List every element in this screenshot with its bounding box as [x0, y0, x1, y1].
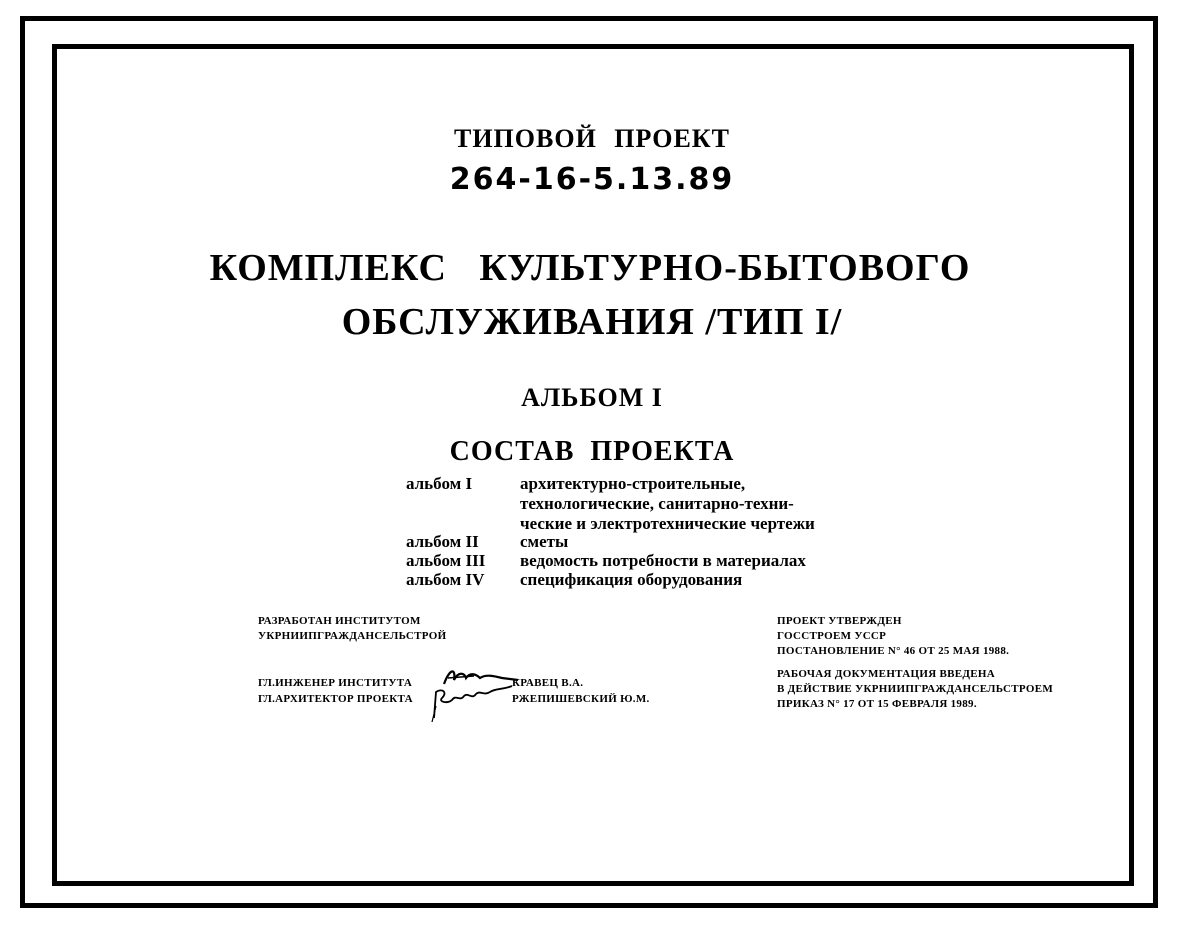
album-label: АЛЬБОМ I [521, 383, 663, 412]
album-1-line-3: ческие и электротехнические чертежи [520, 514, 815, 533]
project-number: 264-16-5.13.89 [449, 162, 735, 197]
album-2-line-1: сметы [520, 532, 569, 551]
documentation-line-1: РАБОЧАЯ ДОКУМЕНТАЦИЯ ВВЕДЕНА [777, 668, 996, 680]
documentation-line-3: ПРИКАЗ N° 17 ОТ 15 ФЕВРАЛЯ 1989. [777, 698, 977, 710]
type-label: ТИПОВОЙ ПРОЕКТ [453, 124, 730, 153]
approval-line-1: ПРОЕКТ УТВЕРЖДЕН [777, 615, 902, 627]
title-line-1: КОМПЛЕКС КУЛЬТУРНО-БЫТОВОГО [209, 247, 971, 289]
approval-line-2: ГОССТРОЕМ УССР [777, 630, 887, 642]
album-3-label: альбом III [406, 551, 486, 570]
album-3-line-1: ведомость потребности в материалах [520, 551, 806, 570]
album-2-label: альбом II [406, 532, 479, 551]
architect-name: РЖЕПИШЕВСКИЙ Ю.М. [512, 693, 650, 705]
engineer-role: ГЛ.ИНЖЕНЕР ИНСТИТУТА [258, 677, 413, 689]
developer-line-1: РАЗРАБОТАН ИНСТИТУТОМ [258, 615, 421, 627]
title-line-2: ОБСЛУЖИВАНИЯ /ТИП I/ [341, 301, 843, 343]
composition-title: СОСТАВ ПРОЕКТА [449, 436, 735, 467]
architect-role: ГЛ.АРХИТЕКТОР ПРОЕКТА [258, 693, 413, 705]
album-1-label: альбом I [406, 474, 473, 493]
approval-line-3: ПОСТАНОВЛЕНИЕ N° 46 ОТ 25 МАЯ 1988. [777, 645, 1010, 657]
album-1-line-2: технологические, санитарно-техни- [520, 494, 794, 513]
album-4-label: альбом IV [406, 570, 485, 589]
architect-signature-icon [428, 682, 518, 722]
album-1-line-1: архитектурно-строительные, [520, 474, 746, 493]
developer-line-2: УКРНИИПГРАЖДАНСЕЛЬСТРОЙ [258, 630, 447, 642]
album-4-line-1: спецификация оборудования [520, 570, 743, 589]
engineer-name: КРАВЕЦ В.А. [512, 677, 584, 689]
documentation-line-2: В ДЕЙСТВИЕ УКРНИИПГРАЖДАНСЕЛЬСТРОЕМ [777, 683, 1054, 695]
